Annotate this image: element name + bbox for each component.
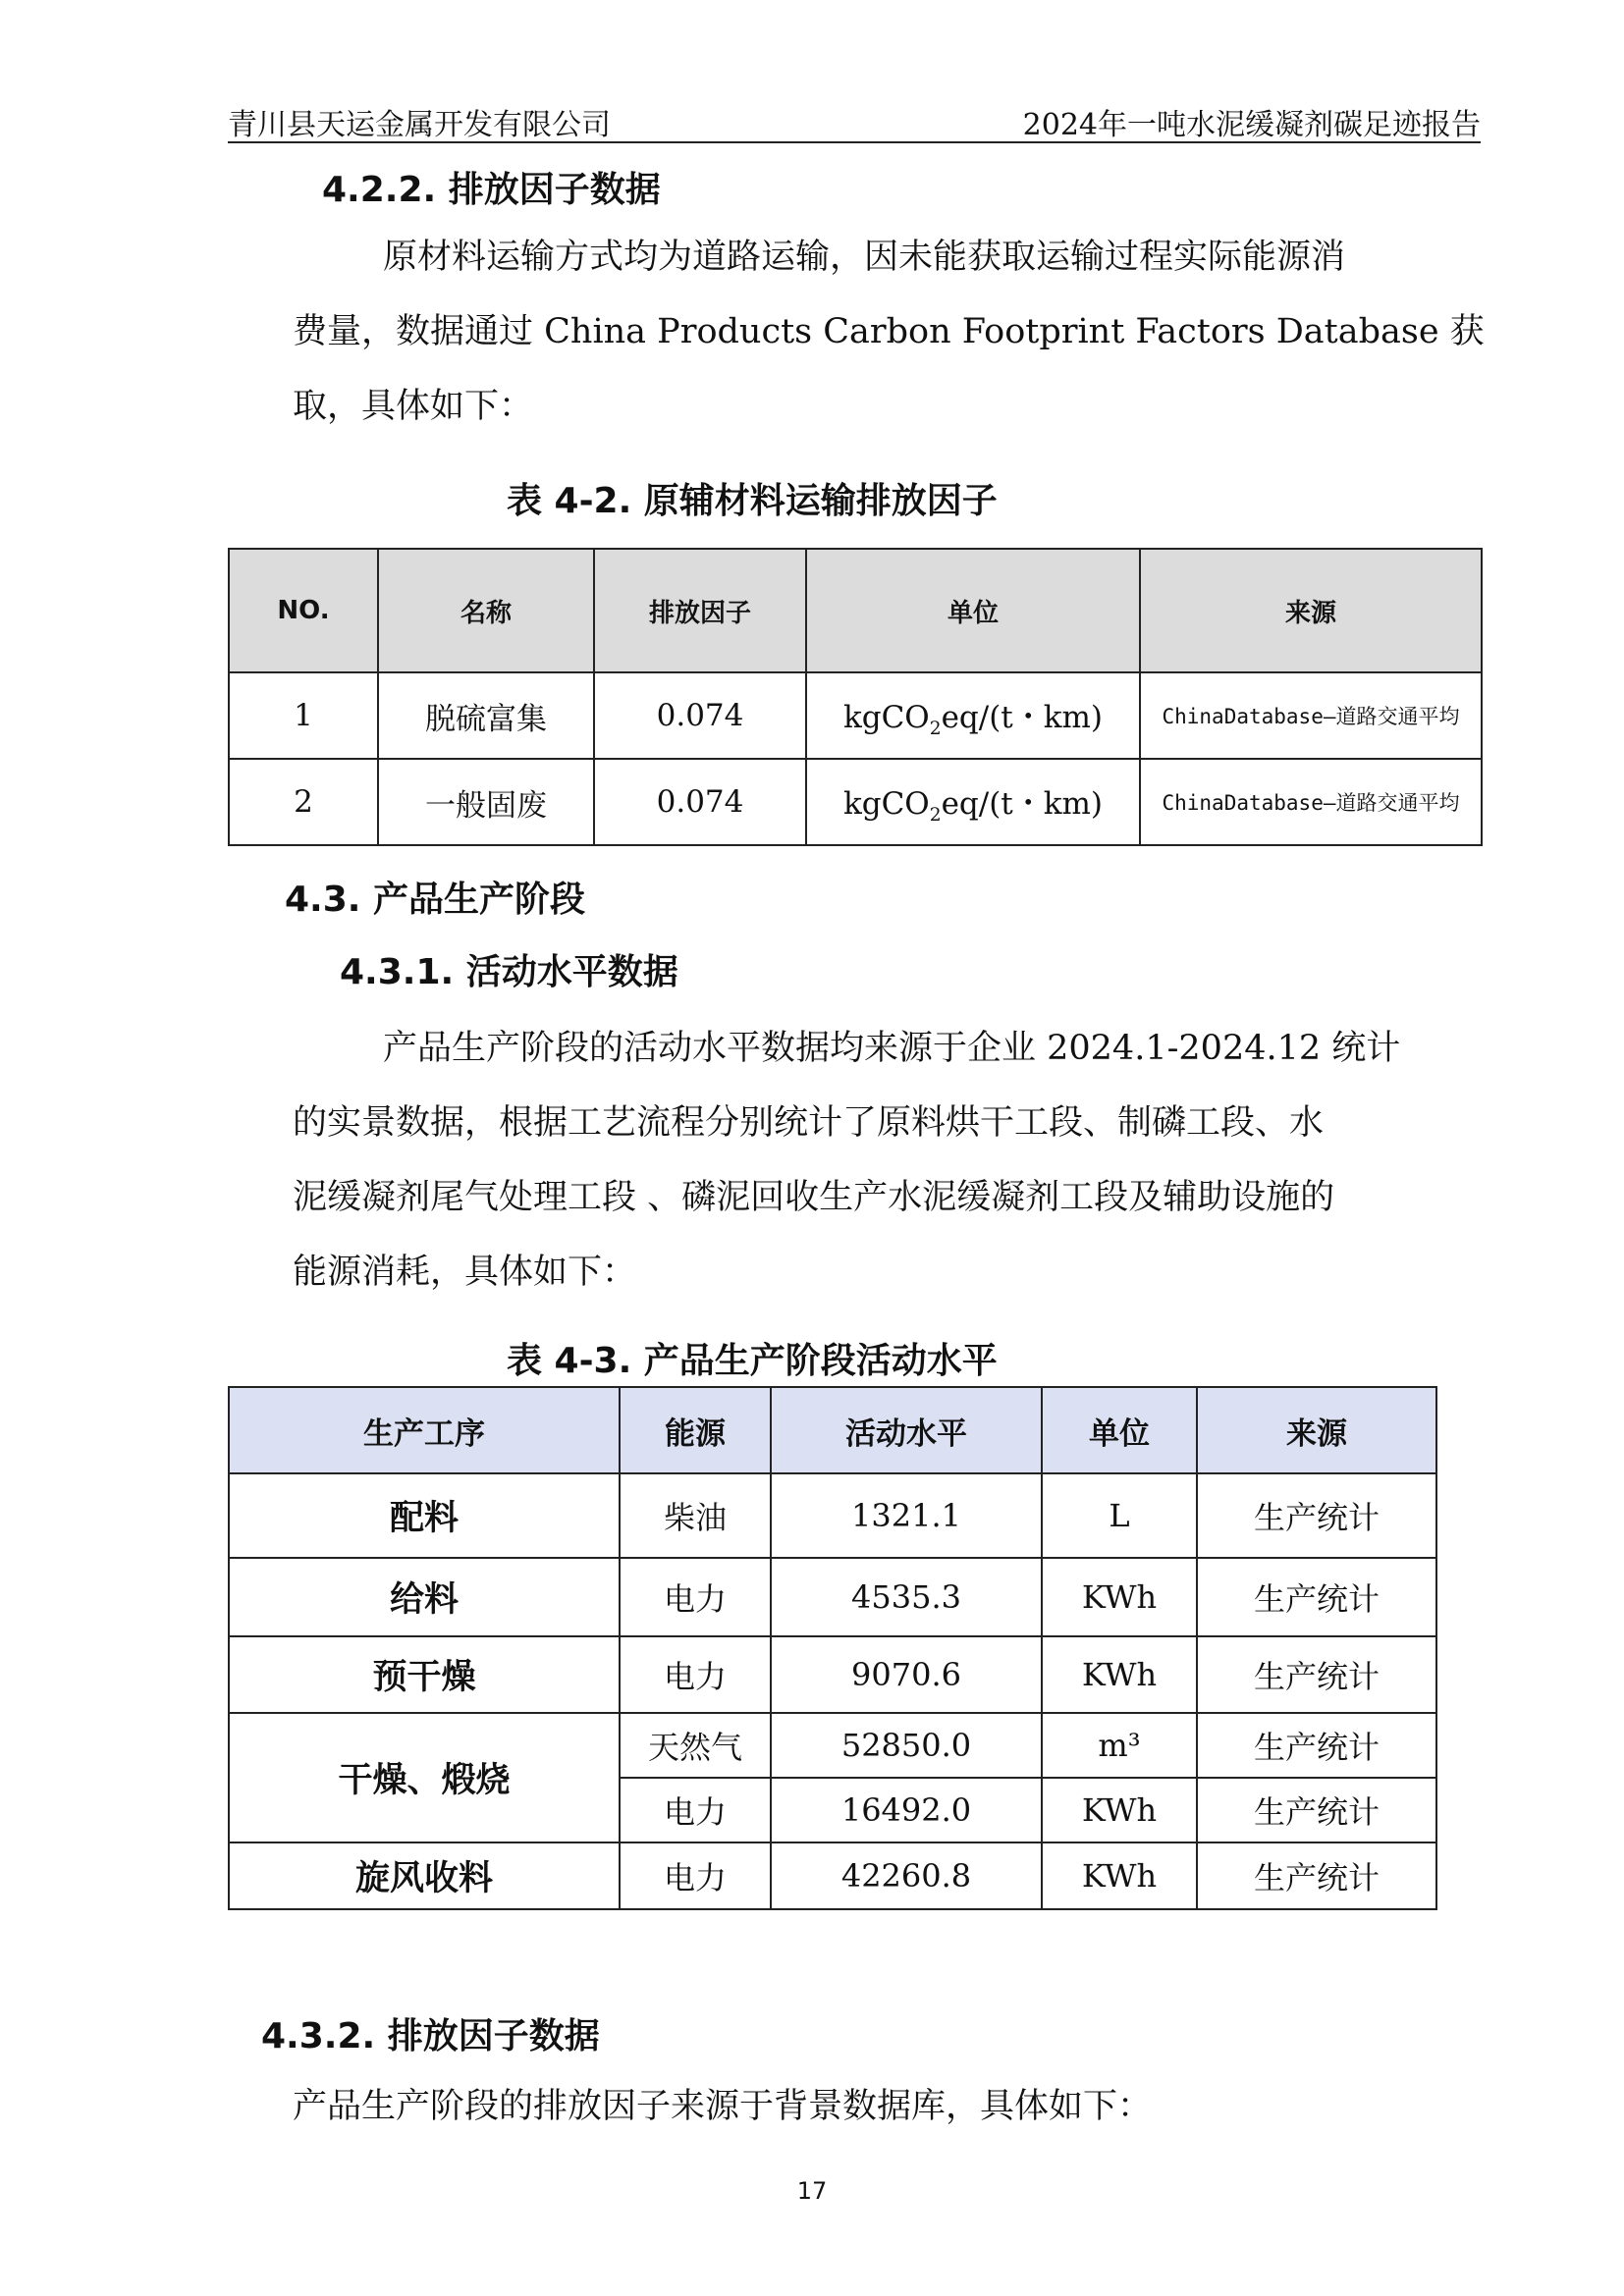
section-4-2-2-line-3: 取，具体如下： [293,387,534,426]
table-4-2-header-name: 名称 [378,549,594,672]
table-row [229,759,1482,845]
cell-factor: 0.074 [594,672,806,759]
cell-energy: 电力 [620,1636,771,1713]
cell-factor: 0.074 [594,759,806,845]
cell-process: 干燥、煅烧 [229,1713,620,1842]
header-report-title: 2024年一吨水泥缓凝剂碳足迹报告 [1022,108,1481,142]
header-company: 青川县天运金属开发有限公司 [228,108,611,142]
table-4-2-header-unit: 单位 [806,549,1140,672]
section-4-3-heading: 4.3. 产品生产阶段 [285,880,585,920]
unit-suffix: eq/(t・km) [941,699,1104,735]
table-4-2 [228,548,1483,846]
table-4-3-header-row [229,1387,1436,1473]
section-4-3-1-line-4: 能源消耗，具体如下： [293,1253,637,1292]
cell-unit [806,672,1140,759]
cell-no: 1 [229,672,378,759]
table-4-2-header-row [229,549,1482,672]
cell-unit [806,759,1140,845]
unit-prefix: kgCO [842,699,930,735]
unit-subscript: 2 [929,805,942,827]
table-row [229,1636,1436,1713]
section-4-3-1-line-1: 产品生产阶段的活动水平数据均来源于企业 2024.1-2024.12 统计 [383,1029,1401,1068]
unit-subscript: 2 [929,719,942,740]
table-row [229,1713,1436,1778]
cell-process: 配料 [229,1473,620,1558]
section-4-3-1-heading: 4.3.1. 活动水平数据 [340,952,678,992]
table-row [229,672,1482,759]
table-4-2-header-source: 来源 [1140,549,1482,672]
table-4-3 [228,1386,1437,1910]
cell-energy: 电力 [620,1842,771,1909]
cell-unit: KWh [1042,1778,1197,1842]
table-4-2-header-factor: 排放因子 [594,549,806,672]
cell-source: 生产统计 [1197,1778,1436,1842]
cell-unit: KWh [1042,1842,1197,1909]
cell-level: 52850.0 [771,1713,1042,1778]
cell-process: 预干燥 [229,1636,620,1713]
cell-no: 2 [229,759,378,845]
page-number: 17 [796,2177,828,2205]
cell-energy: 柴油 [620,1473,771,1558]
cell-process: 旋风收料 [229,1842,620,1909]
section-4-2-2-line-1: 原材料运输方式均为道路运输，因未能获取运输过程实际能源消 [383,238,1346,277]
section-4-2-2-heading: 4.2.2. 排放因子数据 [322,170,661,210]
unit-prefix: kgCO [842,785,930,822]
table-row [229,1842,1436,1909]
cell-level: 4535.3 [771,1558,1042,1636]
table-4-3-header-energy: 能源 [620,1387,771,1473]
cell-source: ChinaDatabase—道路交通平均 [1140,759,1482,845]
cell-source: 生产统计 [1197,1473,1436,1558]
cell-energy: 电力 [620,1778,771,1842]
section-4-2-2-line-2: 费量，数据通过 China Products Carbon Footprint Factors Database 获 [293,312,1485,351]
table-4-3-header-level: 活动水平 [771,1387,1042,1473]
cell-source: ChinaDatabase—道路交通平均 [1140,672,1482,759]
cell-name: 一般固废 [378,759,594,845]
cell-level: 16492.0 [771,1778,1042,1842]
cell-level: 42260.8 [771,1842,1042,1909]
cell-source: 生产统计 [1197,1713,1436,1778]
table-4-2-header-no: NO. [229,549,378,672]
cell-unit: KWh [1042,1558,1197,1636]
section-4-3-1-line-2: 的实景数据，根据工艺流程分别统计了原料烘干工段、制磷工段、水 [293,1103,1325,1143]
table-4-2-caption: 表 4-2. 原辅材料运输排放因子 [507,481,998,521]
table-4-3-header-process: 生产工序 [229,1387,620,1473]
cell-source: 生产统计 [1197,1636,1436,1713]
cell-level: 9070.6 [771,1636,1042,1713]
cell-source: 生产统计 [1197,1558,1436,1636]
cell-unit: L [1042,1473,1197,1558]
cell-process: 给料 [229,1558,620,1636]
page-header [228,96,1481,143]
cell-level: 1321.1 [771,1473,1042,1558]
table-row [229,1558,1436,1636]
section-4-3-2-paragraph: 产品生产阶段的排放因子来源于背景数据库，具体如下： [293,2087,1153,2126]
table-row [229,1473,1436,1558]
section-4-3-2-heading: 4.3.2. 排放因子数据 [261,2016,600,2056]
cell-unit: KWh [1042,1636,1197,1713]
table-4-3-header-unit: 单位 [1042,1387,1197,1473]
cell-energy: 电力 [620,1558,771,1636]
section-4-3-1-line-3: 泥缓凝剂尾气处理工段 、磷泥回收生产水泥缓凝剂工段及辅助设施的 [293,1178,1335,1217]
cell-unit: m³ [1042,1713,1197,1778]
table-4-3-caption: 表 4-3. 产品生产阶段活动水平 [507,1341,998,1381]
cell-energy: 天然气 [620,1713,771,1778]
cell-source: 生产统计 [1197,1842,1436,1909]
unit-suffix: eq/(t・km) [941,785,1104,822]
cell-name: 脱硫富集 [378,672,594,759]
table-4-3-header-source: 来源 [1197,1387,1436,1473]
